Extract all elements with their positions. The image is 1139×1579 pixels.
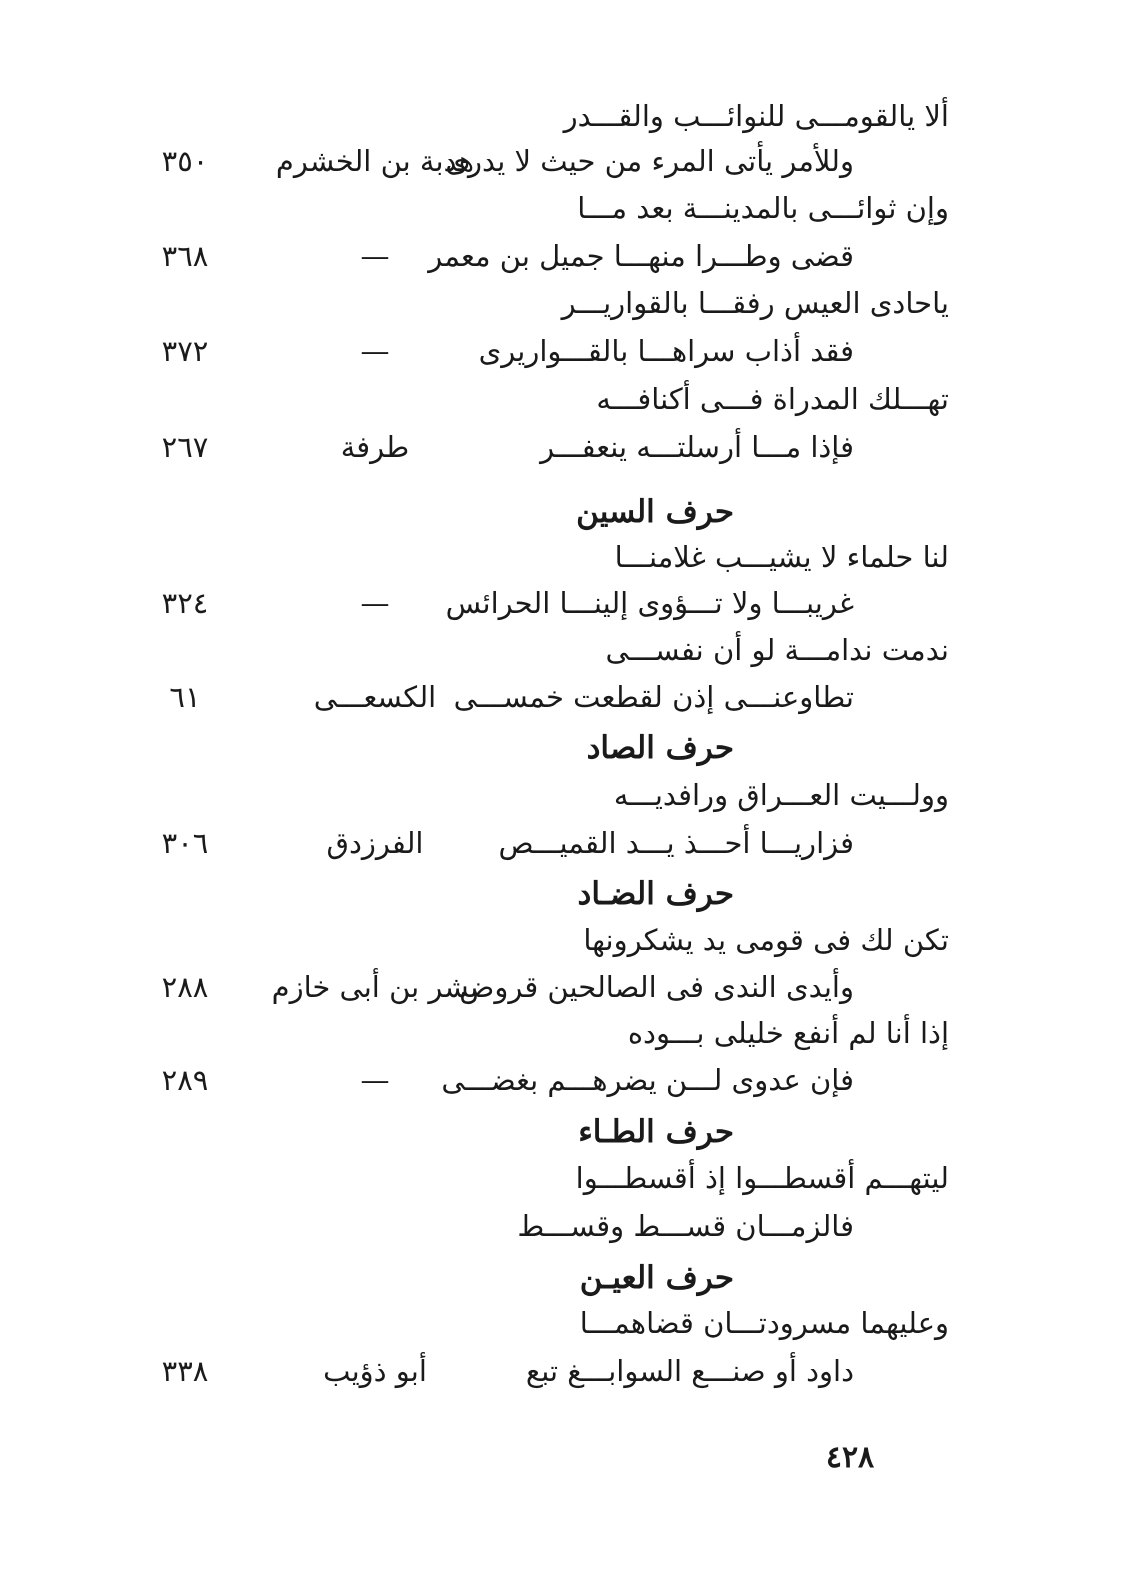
page-reference: ٢٨٨ [161, 970, 209, 1004]
verse-first-hemistich: تهـــلك المدراة فـــى أكنافـــه [596, 382, 949, 416]
verse-first-hemistich: إذا أنا لم أنفع خليلى بـــوده [627, 1016, 949, 1050]
verse-first-hemistich: وعليهما مسرودتـــان قضاهمـــا [579, 1306, 949, 1340]
poet-name: — [360, 239, 390, 273]
verse-second-hemistich: فإن عدوى لـــن يضرهـــم بغضـــى [441, 1063, 854, 1097]
poet-name: طرفة [340, 430, 410, 464]
poet-name: — [360, 334, 390, 368]
poet-name: — [360, 1063, 390, 1097]
section-heading: حرف الضـاد [577, 876, 734, 912]
verse-first-hemistich: وولـــيت العـــراق ورافديـــه [613, 778, 949, 812]
section-heading: حرف العيـن [579, 1260, 734, 1296]
page-reference: ٣٣٨ [161, 1354, 209, 1388]
verse-second-hemistich: تطاوعنـــى إذن لقطعت خمســـى [453, 680, 854, 714]
verse-second-hemistich: وللأمر يأتى المرء من حيث لا يدرى [445, 144, 854, 178]
verse-second-hemistich: وأيدى الندى فى الصالحين قروض [459, 970, 854, 1004]
page-reference: ٣٦٨ [161, 239, 209, 273]
verse-second-hemistich: داود أو صنـــع السوابـــغ تبع [525, 1354, 854, 1388]
verse-second-hemistich: فإذا مـــا أرسلتـــه ينعفـــر [540, 430, 854, 464]
verse-first-hemistich: ندمت ندامـــة لو أن نفســـى [605, 633, 949, 667]
page-reference: ٣٢٤ [161, 586, 209, 620]
page-reference: ٦١ [169, 680, 201, 714]
verse-second-hemistich: قضى وطـــرا منهـــا جميل بن معمر [428, 239, 854, 273]
verse-first-hemistich: ألا يالقومـــى للنوائـــب والقـــدر [563, 99, 949, 133]
verse-second-hemistich: فقد أذاب سراهـــا بالقـــواريرى [478, 334, 854, 368]
verse-first-hemistich: ليتهـــم أقسطـــوا إذ أقسطـــوا [575, 1161, 949, 1195]
page-reference: ٣٠٦ [161, 826, 209, 860]
section-heading: حرف الصاد [586, 730, 734, 766]
verse-first-hemistich: لنا حلماء لا يشيـــب غلامنـــا [614, 540, 949, 574]
section-heading: حرف الطـاء [578, 1114, 734, 1150]
page-reference: ٢٨٩ [161, 1063, 209, 1097]
poet-name: الفرزدق [326, 826, 424, 860]
page-reference: ٣٥٠ [161, 144, 209, 178]
verse-second-hemistich: فزاريـــا أحـــذ يـــد القميـــص [498, 826, 854, 860]
poet-name: الكسعـــى [313, 680, 437, 714]
page-reference: ٣٧٢ [161, 334, 209, 368]
poet-name: أبو ذؤيب [323, 1354, 427, 1388]
poet-name: هدبة بن الخشرم [275, 144, 475, 178]
verse-first-hemistich: تكن لك فى قومى يد يشكرونها [583, 923, 949, 957]
page-number: ٤٢٨ [825, 1440, 875, 1475]
page-reference: ٢٦٧ [161, 430, 209, 464]
poet-name: بشر بن أبى خازم [271, 970, 479, 1004]
verse-first-hemistich: وإن ثوائـــى بالمدينـــة بعد مـــا [577, 191, 949, 225]
verse-first-hemistich: ياحادى العيس رفقـــا بالقواريـــر [561, 286, 949, 320]
verse-second-hemistich: غريبـــا ولا تـــؤوى إلينـــا الحرائس [445, 586, 854, 620]
poet-name: — [360, 586, 390, 620]
verse-second-hemistich: فالزمـــان قســـط وقســـط [517, 1209, 854, 1243]
section-heading: حرف السين [576, 494, 734, 530]
